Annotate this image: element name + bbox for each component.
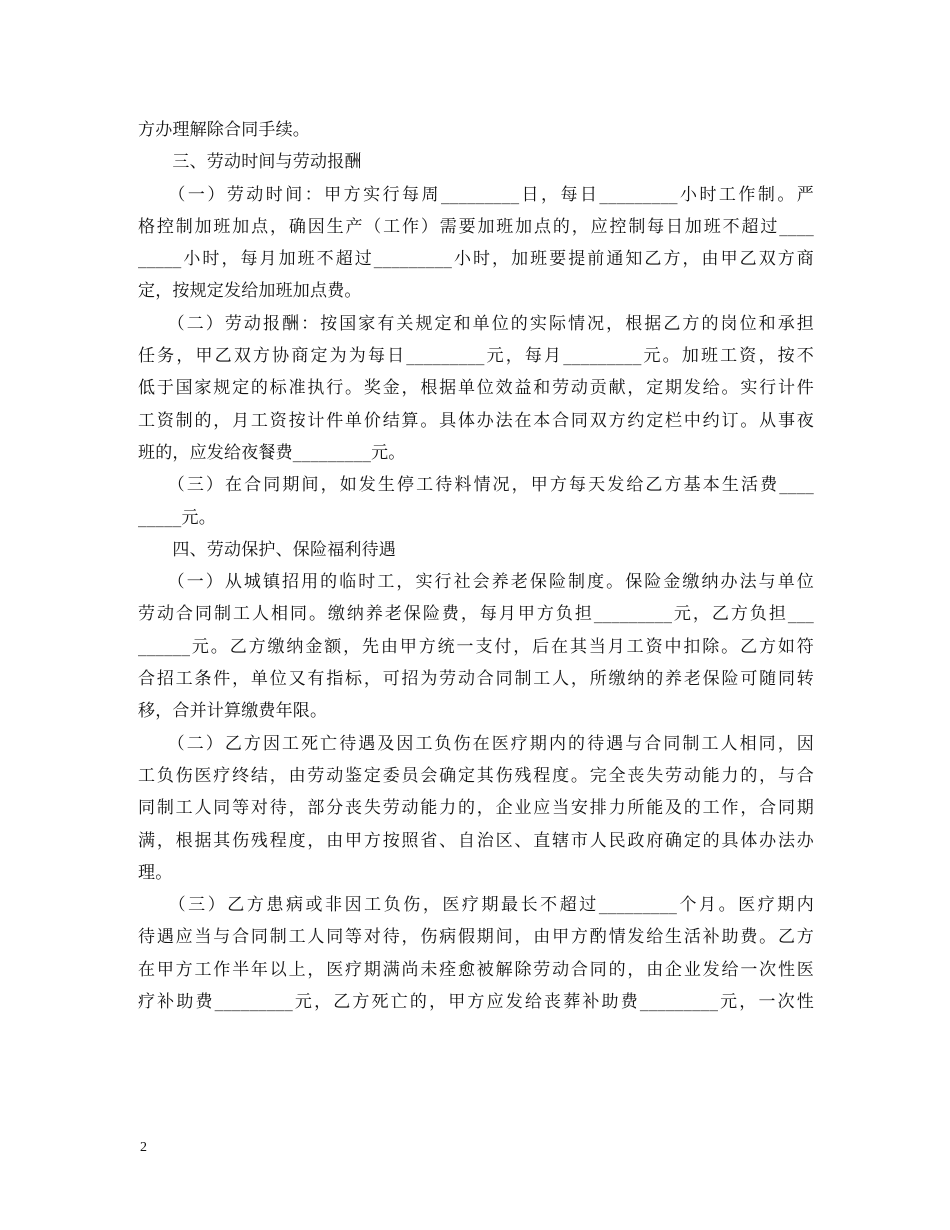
text-line: （三）在合同期间，如发生停工待料情况，甲方每天发给乙方基本生活费____ [138,475,814,496]
section-heading: 三、劳动时间与劳动报酬 [138,152,362,173]
text-line: （一）劳动时间：甲方实行每周_________日，每日_________小时工作制。严 [138,184,814,205]
text-line: （一）从城镇招用的临时工，实行社会养老保险制度。保险金缴纳办法与单位 [138,572,814,593]
text-line: 方办理解除合同手续。 [138,120,310,140]
text-line: 移，合并计算缴费年限。 [138,701,328,722]
text-line: 疗补助费_________元，乙方死亡的，甲方应发给丧葬补助费_________元，一次性 [138,992,814,1013]
text-line: 格控制加班加点，确因生产（工作）需要加班加点的，应控制每日加班不超过____ [138,216,814,237]
text-line: 待遇应当与合同制工人同等对待，伤病假期间，由甲方酌情发给生活补助费。乙方 [138,927,814,948]
contract-body-text [138,114,814,1018]
text-line: 任务，甲乙双方协商定为为每日_________元，每月_________元。加班工资，按不 [138,346,814,367]
page-number: 2 [140,1140,147,1155]
text-line: 在甲方工作半年以上，医疗期满尚未痊愈被解除劳动合同的，由企业发给一次性医 [138,959,814,980]
text-line: _____元。 [138,507,216,528]
text-line: 同制工人同等对待，部分丧失劳动能力的，企业应当安排力所能及的工作，合同期 [138,798,814,819]
text-line: 低于国家规定的标准执行。奖金，根据单位效益和劳动贡献，定期发给。实行计件 [138,378,814,399]
text-line: （三）乙方患病或非因工负伤，医疗期最长不超过_________个月。医疗期内 [138,895,814,916]
text-line: （二）乙方因工死亡待遇及因工负伤在医疗期内的待遇与合同制工人相同，因 [138,733,814,754]
section-heading: 四、劳动保护、保险福利待遇 [138,539,396,560]
text-line: _____小时，每月加班不超过_________小时，加班要提前通知乙方，由甲乙双方商 [138,249,814,270]
text-line: （二）劳动报酬：按国家有关规定和单位的实际情况，根据乙方的岗位和承担 [138,313,814,334]
text-line: ______元。乙方缴纳金额，先由甲方统一支付，后在其当月工资中扣除。乙方如符 [138,636,814,657]
text-line: 工资制的，月工资按计件单价结算。具体办法在本合同双方约定栏中约订。从事夜 [138,410,814,431]
text-line: 工负伤医疗终结，由劳动鉴定委员会确定其伤残程度。完全丧失劳动能力的，与合 [138,765,814,786]
text-line: 班的，应发给夜餐费_________元。 [138,442,406,463]
text-line: 理。 [138,862,173,883]
text-line: 劳动合同制工人相同。缴纳养老保险费，每月甲方负担_________元，乙方负担___ [138,604,814,625]
text-line: 合招工条件，单位又有指标，可招为劳动合同制工人，所缴纳的养老保险可随同转 [138,669,814,690]
text-line: 定，按规定发给加班加点费。 [138,281,362,302]
text-line: 满，根据其伤残程度，由甲方按照省、自治区、直辖市人民政府确定的具体办法办 [138,830,814,851]
